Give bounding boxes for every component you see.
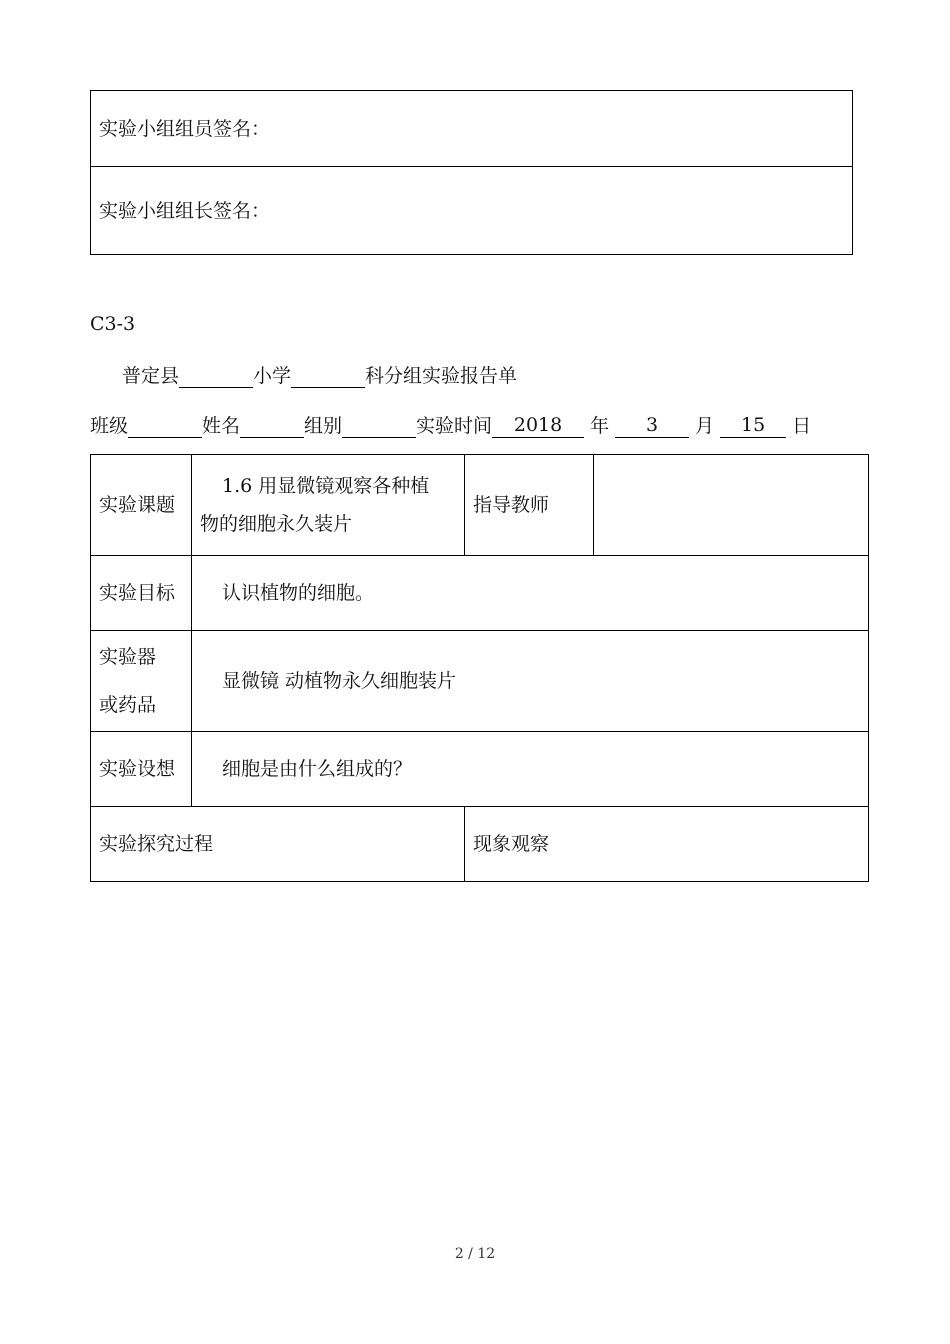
year-value: 2018 (492, 413, 584, 438)
equipment-label-line2: 或药品 (99, 694, 157, 716)
leader-signature-row (91, 167, 853, 255)
topic-row (91, 455, 869, 556)
topic-value-line1: 1.6 用显微镜观察各种植 (222, 475, 430, 497)
info-line (90, 411, 811, 438)
member-signature-label: 实验小组组员签名： (91, 91, 853, 167)
teacher-label: 指导教师 (465, 455, 594, 556)
equipment-value: 显微镜 动植物永久细胞装片 (192, 631, 869, 732)
day-value: 15 (720, 413, 786, 438)
year-label: 年 (590, 415, 610, 437)
hypothesis-row (91, 732, 869, 807)
name-blank (240, 413, 304, 438)
topic-label: 实验课题 (91, 455, 192, 556)
signature-table (90, 90, 853, 255)
report-table (90, 454, 869, 882)
group-label: 组别 (304, 415, 343, 437)
process-label: 实验探究过程 (91, 807, 465, 882)
goal-row (91, 556, 869, 631)
group-blank (342, 413, 416, 438)
report-title (122, 361, 517, 388)
class-label: 班级 (90, 415, 129, 437)
title-suffix: 科分组实验报告单 (365, 365, 518, 387)
hypothesis-value: 细胞是由什么组成的？ (192, 732, 869, 807)
school-label: 小学 (253, 365, 292, 387)
page-number: 2 / 12 (454, 1246, 496, 1262)
topic-value (192, 455, 465, 556)
day-label: 日 (792, 415, 812, 437)
equipment-row (91, 631, 869, 732)
month-label: 月 (695, 415, 715, 437)
month-value: 3 (615, 413, 689, 438)
process-row (91, 807, 869, 882)
topic-value-line2: 物的细胞永久装片 (200, 513, 353, 535)
teacher-value (594, 455, 869, 556)
form-code: C3-3 (90, 313, 136, 335)
name-label: 姓名 (202, 415, 241, 437)
member-signature-row (91, 91, 853, 167)
equipment-label-line1: 实验器 (99, 646, 157, 668)
subject-blank (291, 363, 365, 388)
observation-label: 现象观察 (465, 807, 869, 882)
class-blank (128, 413, 202, 438)
goal-label: 实验目标 (91, 556, 192, 631)
county-label: 普定县 (122, 365, 180, 387)
equipment-label (91, 631, 192, 732)
county-blank (179, 363, 253, 388)
goal-value: 认识植物的细胞。 (192, 556, 869, 631)
hypothesis-label: 实验设想 (91, 732, 192, 807)
leader-signature-label: 实验小组组长签名： (91, 167, 853, 255)
time-label: 实验时间 (416, 415, 493, 437)
